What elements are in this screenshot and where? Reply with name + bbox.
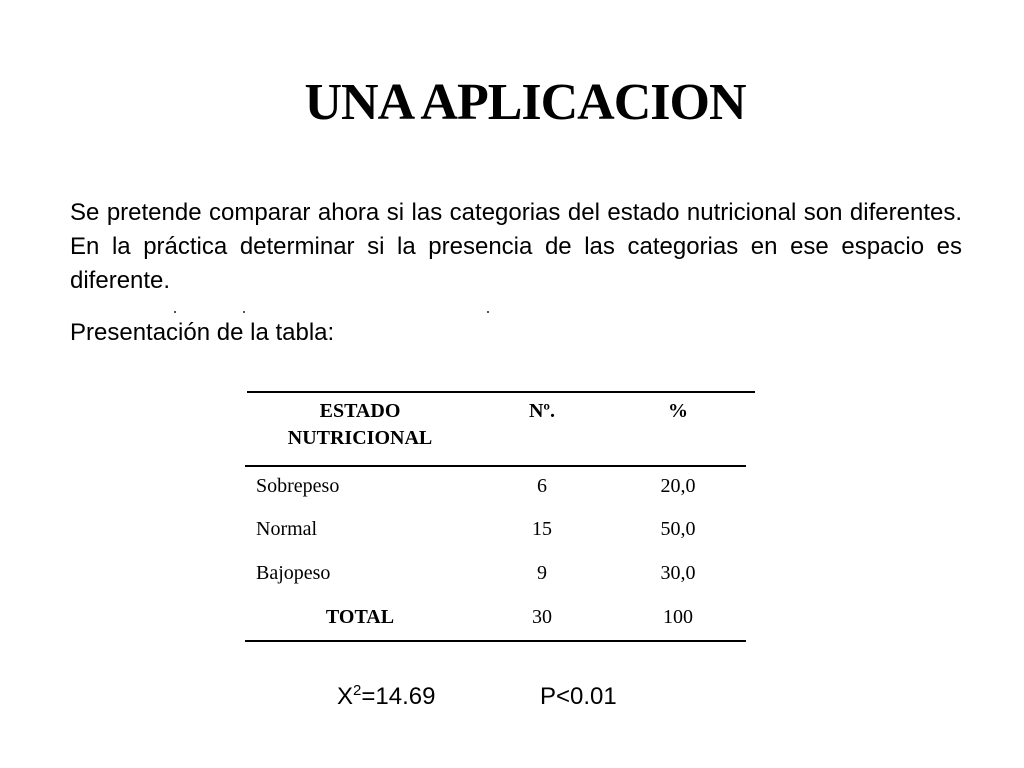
header-nutricional: NUTRICIONAL <box>287 427 433 449</box>
header-percent: % <box>668 400 688 422</box>
total-label: TOTAL <box>325 606 395 628</box>
table-top-rule <box>247 391 755 393</box>
slide-title: UNA APLICACION <box>304 74 746 131</box>
chi-symbol: X <box>337 683 354 710</box>
total-percent: 100 <box>663 606 693 628</box>
row-label: Sobrepeso <box>256 475 340 497</box>
header-count: Nº. <box>528 400 556 422</box>
row-count: 9 <box>537 562 547 584</box>
table-bottom-rule <box>245 640 746 642</box>
chi-square-result <box>337 680 435 714</box>
intro-paragraph: Se pretende comparar ahora si las categorias del estado nutricional son diferentes. En la práctica determinar si la presencia de las categorias en ese espacio es diferente. <box>70 199 962 294</box>
chi-value: =14.69 <box>361 683 436 710</box>
row-percent: 30,0 <box>660 562 696 584</box>
row-count: 15 <box>532 518 552 540</box>
row-label: Bajopeso <box>256 562 331 584</box>
row-percent: 50,0 <box>660 518 696 540</box>
p-value: P<0.01 <box>540 683 617 710</box>
row-count: 6 <box>537 475 547 497</box>
chi-exponent: 2 <box>353 682 362 699</box>
table-intro-heading: Presentación de la tabla: <box>70 319 335 346</box>
table-header-rule <box>245 465 746 467</box>
total-count: 30 <box>532 606 552 628</box>
header-estado: ESTADO <box>319 400 401 422</box>
row-label: Normal <box>256 518 318 540</box>
row-percent: 20,0 <box>660 475 696 497</box>
